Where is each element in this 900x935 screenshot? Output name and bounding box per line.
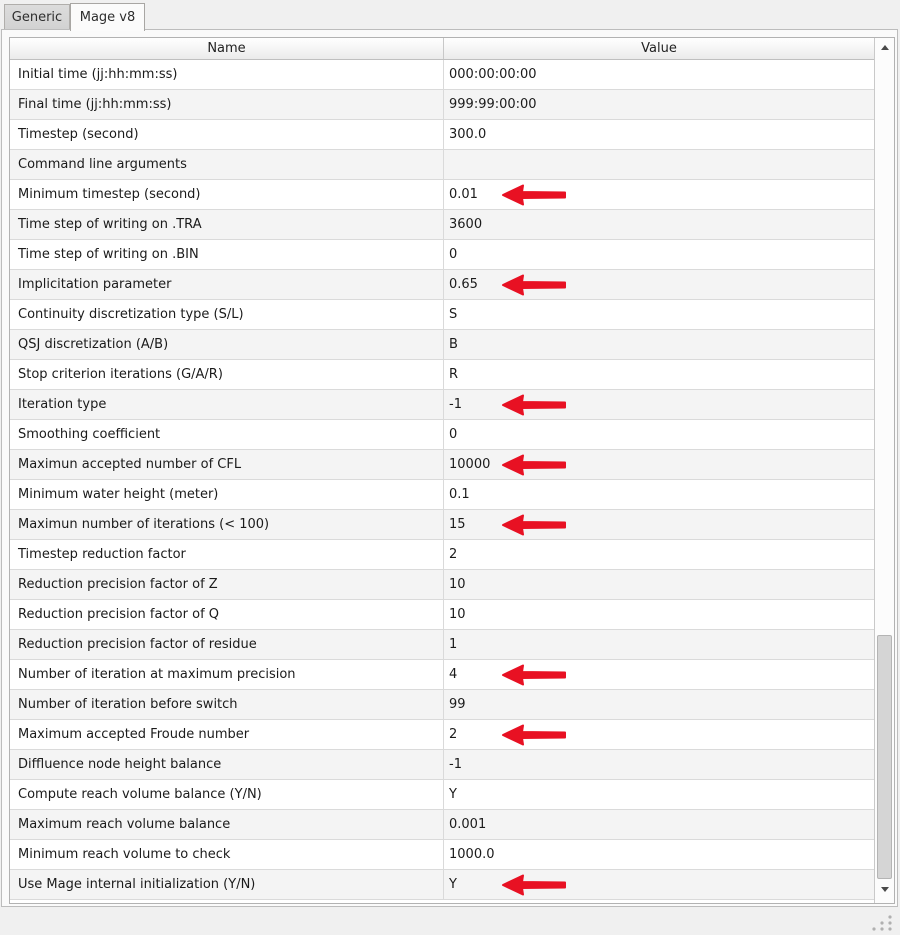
param-value-text: 10 [449,577,466,592]
param-value-text: 15 [449,517,466,532]
table-row[interactable] [10,750,874,780]
param-name: Reduction precision factor of Z [10,570,444,599]
param-name: Number of iteration at maximum precision [10,660,444,689]
param-value-text: -1 [449,757,462,772]
table-row[interactable] [10,420,874,450]
param-name: Diffluence node height balance [10,750,444,779]
red-arrow-icon [502,394,568,416]
param-value[interactable] [444,570,874,599]
param-value-text: 999:99:00:00 [449,97,537,112]
param-name: Command line arguments [10,150,444,179]
table-row[interactable] [10,480,874,510]
param-value-text: 0 [449,427,458,442]
scroll-down-icon [881,887,889,892]
param-name: Minimum reach volume to check [10,840,444,869]
red-arrow-icon [502,874,568,896]
table-row[interactable] [10,600,874,630]
red-arrow-icon [502,274,568,296]
param-name: Stop criterion iterations (G/A/R) [10,360,444,389]
param-name: Maximum accepted Froude number [10,720,444,749]
param-name: Reduction precision factor of Q [10,600,444,629]
table-row[interactable] [10,870,874,900]
param-value[interactable] [444,420,874,449]
param-value[interactable] [444,690,874,719]
param-value-text: 3600 [449,217,483,232]
table-body [10,60,874,900]
param-value[interactable] [444,600,874,629]
param-name: Time step of writing on .BIN [10,240,444,269]
param-value-text: Y [449,787,457,802]
param-name: Minimum water height (meter) [10,480,444,509]
table-row[interactable] [10,690,874,720]
tab-generic-label: Generic [11,9,63,25]
param-value-text: S [449,307,458,322]
column-header-name[interactable]: Name [10,38,444,59]
vertical-scrollbar[interactable] [874,38,894,903]
param-value[interactable] [444,510,874,539]
table-row[interactable] [10,510,874,540]
param-value[interactable] [444,210,874,239]
red-arrow-icon [502,724,568,746]
param-name: Number of iteration before switch [10,690,444,719]
table-row[interactable] [10,840,874,870]
param-name: Implicitation parameter [10,270,444,299]
param-value-text: 000:00:00:00 [449,67,537,82]
param-value-text: 0 [449,247,458,262]
red-arrow-icon [502,664,568,686]
param-name: Timestep reduction factor [10,540,444,569]
param-value[interactable] [444,450,874,479]
table-row[interactable] [10,300,874,330]
table-row[interactable] [10,240,874,270]
table-scroll-area [10,38,874,903]
param-value[interactable] [444,60,874,89]
param-value[interactable] [444,630,874,659]
param-value-text: 10 [449,607,466,622]
status-strip [0,907,900,935]
table-row[interactable] [10,120,874,150]
scrollbar-thumb[interactable] [877,635,892,879]
mage-v8-panel [1,29,898,907]
param-value-text: 1 [449,637,458,652]
param-value[interactable] [444,480,874,509]
param-value-text: -1 [449,397,462,412]
param-value-text: 0.1 [449,487,470,502]
param-value-text: 0.65 [449,277,478,292]
param-value[interactable] [444,300,874,329]
table-row[interactable] [10,330,874,360]
param-name: Reduction precision factor of residue [10,630,444,659]
tab-bar [0,0,900,30]
param-value[interactable] [444,180,874,209]
param-name: Timestep (second) [10,120,444,149]
param-value-text: 0.01 [449,187,478,202]
param-name: Maximum reach volume balance [10,810,444,839]
param-value[interactable] [444,90,874,119]
red-arrow-icon [502,184,568,206]
table-row[interactable] [10,210,874,240]
table-row[interactable] [10,270,874,300]
param-name: Continuity discretization type (S/L) [10,300,444,329]
resize-grip-icon[interactable] [865,912,895,932]
param-name: Smoothing coefficient [10,420,444,449]
table-row[interactable] [10,60,874,90]
scroll-down-button[interactable] [875,880,894,898]
param-value[interactable] [444,840,874,869]
param-value[interactable] [444,120,874,149]
table-row[interactable] [10,390,874,420]
table-row[interactable] [10,630,874,660]
red-arrow-icon [502,454,568,476]
param-value[interactable] [444,360,874,389]
scroll-up-button[interactable] [875,38,894,56]
tab-mage-v8-label: Mage v8 [79,10,136,25]
param-value[interactable] [444,720,874,749]
param-value-text: B [449,337,458,352]
param-value-text: 0.001 [449,817,487,832]
param-name: Maximun number of iterations (< 100) [10,510,444,539]
param-name: Maximun accepted number of CFL [10,450,444,479]
param-name: Initial time (jj:hh:mm:ss) [10,60,444,89]
param-value-text: 2 [449,727,458,742]
param-value-text: Y [449,877,457,892]
tab-generic[interactable] [4,4,70,29]
param-name: Iteration type [10,390,444,419]
param-value[interactable] [444,240,874,269]
param-value-text: R [449,367,459,382]
param-value[interactable] [444,870,874,899]
param-value-text: 4 [449,667,458,682]
param-value[interactable] [444,270,874,299]
param-value-text: 10000 [449,457,491,472]
param-value[interactable] [444,660,874,689]
param-value[interactable] [444,330,874,359]
param-name: QSJ discretization (A/B) [10,330,444,359]
table-row[interactable] [10,570,874,600]
table-row[interactable] [10,720,874,750]
table-row[interactable] [10,810,874,840]
param-value-text: 300.0 [449,127,487,142]
param-value[interactable] [444,150,874,179]
param-value[interactable] [444,780,874,809]
param-name: Compute reach volume balance (Y/N) [10,780,444,809]
table-row[interactable] [10,180,874,210]
param-value[interactable] [444,540,874,569]
table-row[interactable] [10,450,874,480]
table-row[interactable] [10,150,874,180]
column-header-value[interactable]: Value [641,41,677,56]
param-name: Time step of writing on .TRA [10,210,444,239]
param-name: Minimum timestep (second) [10,180,444,209]
param-value[interactable] [444,750,874,779]
tab-mage-v8[interactable] [70,3,145,31]
table-row[interactable] [10,660,874,690]
parameter-table [9,37,895,904]
param-value[interactable] [444,390,874,419]
table-row[interactable] [10,360,874,390]
table-row[interactable] [10,780,874,810]
param-value-text: 2 [449,547,458,562]
param-value-text: 1000.0 [449,847,495,862]
table-row[interactable] [10,90,874,120]
param-value-text: 99 [449,697,466,712]
table-header [10,38,874,60]
param-value[interactable] [444,810,874,839]
param-name: Use Mage internal initialization (Y/N) [10,870,444,899]
red-arrow-icon [502,514,568,536]
scroll-up-icon [881,45,889,50]
table-row[interactable] [10,540,874,570]
param-name: Final time (jj:hh:mm:ss) [10,90,444,119]
